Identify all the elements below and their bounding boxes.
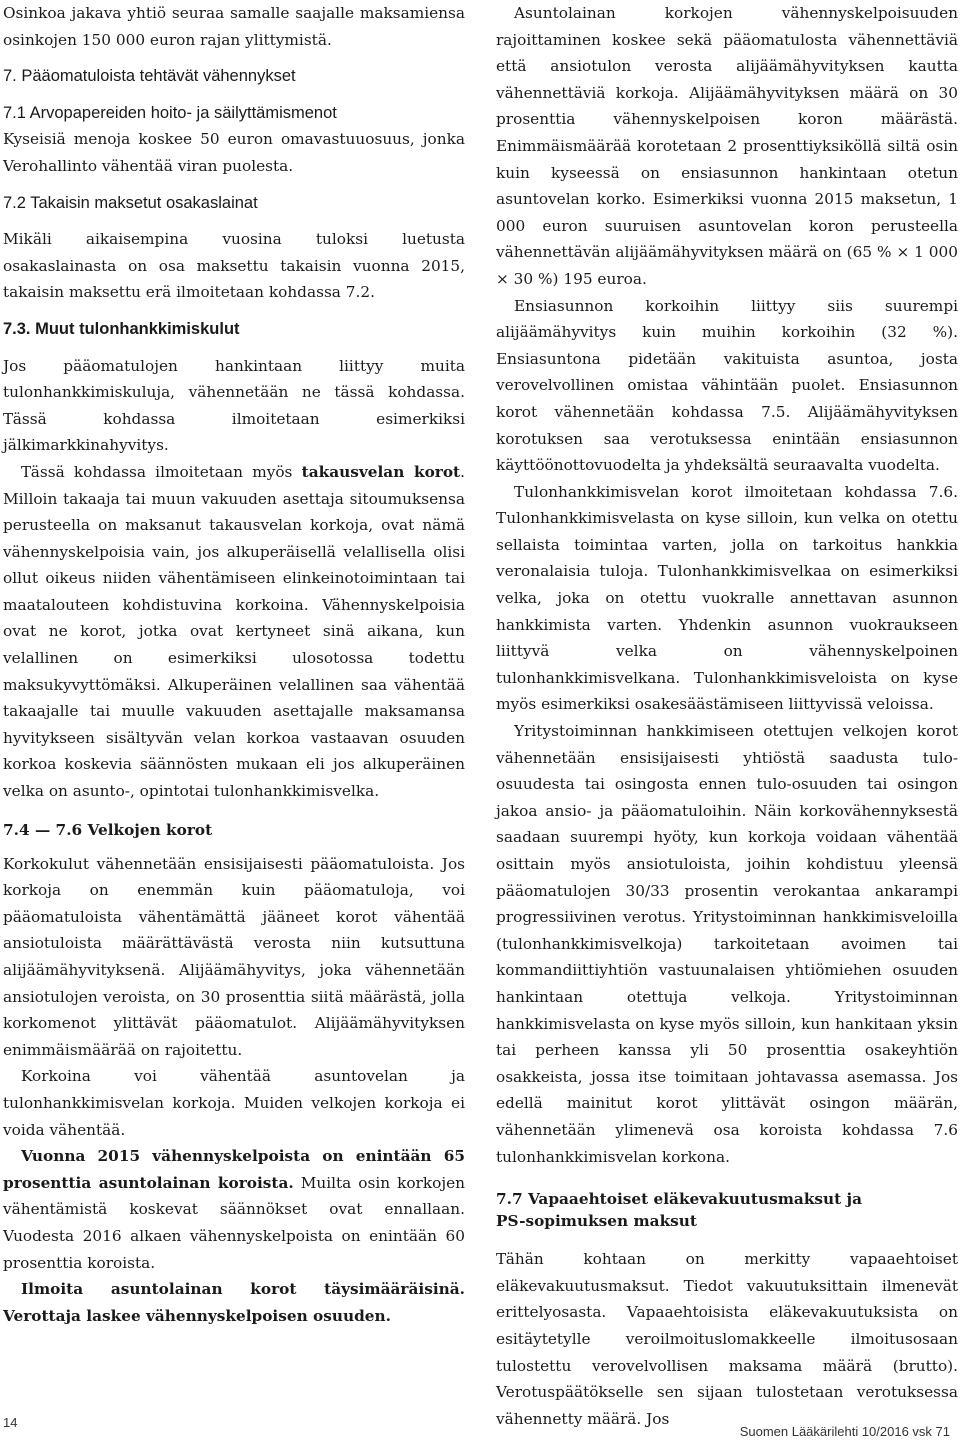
bold-statement: Vuonna 2015 vähennyskelpoista on enintään 65 prosenttia asuntolainan koroista. — [3, 1147, 465, 1192]
text-run: . Milloin takaaja tai muun vakuuden asettaja sitoumuksensa perusteella on maksanut takausvelan korkoja, ovat nämä vähennyskelpoisia vain, jos alkuperäisellä velallisella olisi ollut oikeus niiden vähentämiseen elinkeinotoimintaan tai maatalouteen kohdistuvina korkoina. Vähennyskelpoisia ovat ne korot, jotka ovat kertyneet sinä aikana, kun velallinen on esimerkiksi ulosotossa todettu maksukyvyttömäksi. Alkuperäinen velallinen saa vähentää takaajalle tai muulle vakuuden asettajalle maksamansa hyvitykseen sisältyvän velan korkoa vastaavan osuuden korkoa koskevia säännösten mukaan eli jos alkuperäinen velka on asunto-, opintotai tulonhankkimisvelka. — [3, 462, 465, 801]
section-7-2-heading: 7.2 Takaisin maksetut osakaslainat — [3, 193, 258, 212]
section-7-3-paragraph-2 — [3, 459, 465, 805]
heading-line: PS-sopimuksen maksut — [496, 1212, 697, 1231]
heading-line: 7.7 Vapaaehtoiset eläkevakuutusmaksut ja — [496, 1190, 862, 1209]
section-7-4-paragraph-4 — [3, 1276, 465, 1329]
section-7-4-paragraph: Korkokulut vähennetään ensisijaisesti pääomatuloista. Jos korkoja on enemmän kuin pääomatuloja, voi pääomatuloista vähentämättä jääneet korot vähentää ansiotuloista määrättävästä verosta niin kutsuttuna alijäämähyvityksenä. Alijäämähyvitys, joka vähennetään ansiotulojen veroista, on 30 prosenttia siitä määrästä, jolla korkomenot ylittävät pääomatulot. Alijäämähyvityksen enimmäismäärää on rajoitettu. — [3, 854, 465, 1059]
section-7-7-paragraph: Tähän kohtaan on merkitty vapaaehtoiset eläkevakuutusmaksut. Tiedot vakuutuksittain ilmenevät erittelyosasta. Vapaaehtoisista eläkevakuutuksista on esitäytetylle veroilmoituslomakkeelle ilmoitusosaan tulostettu verovelvollisen maksama määrä (brutto). Verotuspäätökselle sen sijaan tulostetaan verotuksessa vähennetty määrä. Jos — [496, 1250, 958, 1428]
right-paragraph-3: Tulonhankkimisvelan korot ilmoitetaan kohdassa 7.6. Tulonhankkimisvelasta on kyse silloin, kun velka on otettu sellaista toimintaa varten, jolla on tarkoitus hankkia veronalaisia tuloja. Tulonhankkimisvelkaa on esimerkiksi velka, joka on otettu vuokralle annettavan asunnon hankkimista varten. Yhdenkin asunnon vuokraukseen liittyvä velka on vähennyskelpoinen tulonhankkimisvelkana. Tulonhankkimisveloista on kyse myös esimerkiksi osakesäästämiseen liittyvissä veloissa. — [496, 482, 958, 714]
section-7-3-paragraph: Jos pääomatulojen hankintaan liittyy muita tulonhankkimiskuluja, vähennetään ne tässä kohdassa. Tässä kohdassa ilmoitetaan esimerkiksi jälkimarkkinahyvitys. — [3, 356, 465, 455]
page-number: 14 — [3, 1415, 18, 1430]
right-paragraph-1: Asuntolainan korkojen vähennyskelpoisuuden rajoittaminen koskee sekä pääomatulosta vähennettäviä että ansiotulon verosta alijäämähyvityksen kautta vähennettäviä korkoja. Alijäämähyvityksen määrä on 30 prosenttia vähennyskelpoisen koron määrästä. Enimmäismäärää korotetaan 2 prosenttiyksiköllä siltä osin kuin kyseessä on ensiasunnon hankintaan otetun asuntovelan korko. Esimerkiksi vuonna 2015 maksetun, 1 000 euron suuruisen asuntovelan koron perusteella vähennettävän alijäämähyvityksen määrä on (65 % × 1 000 × 30 %) 195 euroa. — [496, 4, 958, 288]
bold-instruction: Ilmoita asuntolainan korot täysimääräisinä. Verottaja laskee vähennyskelpoisen osuuden. — [3, 1280, 465, 1325]
section-7-4-heading: 7.4 — 7.6 Velkojen korot — [3, 820, 213, 839]
intro-paragraph: Osinkoa jakava yhtiö seuraa samalle saajalle maksamiensa osinkojen 150 000 euron rajan ylittymistä. — [3, 4, 465, 49]
text-run: Tässä kohdassa ilmoitetaan myös — [21, 462, 302, 481]
text-run: Muilta osin korkojen vähentämistä koskevat säännökset ovat ennallaan. Vuodesta 2016 alkaen vähennyskelpoista on enintään 60 prosenttia koroista. — [3, 1173, 465, 1272]
left-column — [3, 0, 465, 1329]
section-7-3-heading: 7.3. Muut tulonhankkimiskulut — [3, 319, 240, 338]
right-column — [496, 0, 958, 1432]
section-7-1-paragraph: Kyseisiä menoja koskee 50 euron omavastuuosuus, jonka Verohallinto vähentää viran puolesta. — [3, 130, 465, 175]
section-7-4-paragraph-3 — [3, 1143, 465, 1276]
section-7-heading: 7. Pääomatuloista tehtävät vähennykset — [3, 67, 296, 86]
section-7-4-paragraph-2: Korkoina voi vähentää asuntovelan ja tulonhankkimisvelan korkoja. Muiden velkojen korkoja ei voida vähentää. — [3, 1067, 465, 1139]
section-7-7-heading — [496, 1188, 958, 1232]
section-7-2-paragraph: Mikäli aikaisempina vuosina tuloksi luetusta osakaslainasta on osa maksettu takaisin vuonna 2015, takaisin maksettu erä ilmoitetaan kohdassa 7.2. — [3, 230, 465, 302]
journal-footer: Suomen Lääkärilehti 10/2016 vsk 71 — [739, 1424, 950, 1439]
right-paragraph-4: Yritystoiminnan hankkimiseen otettujen velkojen korot vähennetään ensisijaisesti yhtiöstä saadusta tulo-osuudesta tai osingosta ennen tulo-osuuden tai osingon jakoa ansio- ja pääomatuloihin. Näin korkovähennyksestä saadaan suurempi hyöty, kun korkoja voidaan vähentää osittain myös ansiotuloista, joihin kohdistuu yleensä pääomatulojen 30/33 prosentin verokantaa ankarampi progressiivinen verotus. Yritystoiminnan hankkimisveloilla (tulonhankkimisvelkoja) tarkoitetaan avoimen tai kommandiittiyhtiön vastuunalaisen yhtiömiehen osuuden hankintaan otettuja velkoja. Yritystoiminnan hankkimisvelasta on kyse myös silloin, kun hankitaan yksin tai perheen kanssa yli 50 prosenttia osakeyhtiön osakkeista, jossa itse toimitaan johtavassa asemassa. Jos edellä mainitut korot ylittävät osingon määrän, vähennetään ylimenevä osa koroista kohdassa 7.6 tulonhankkimisvelan korkona. — [496, 722, 958, 1166]
section-7-1-heading: 7.1 Arvopapereiden hoito- ja säilyttämismenot — [3, 103, 337, 122]
bold-term: takausvelan korot — [301, 462, 461, 481]
right-paragraph-2: Ensiasunnon korkoihin liittyy siis suurempi alijäämähyvitys kuin muihin korkoihin (32 %). Ensiasuntona pidetään vakituista asuntoa, josta verovelvollinen omistaa vähintään puolet. Ensiasunnon korot vähennetään kohdassa 7.5. Alijäämähyvityksen korotuksen saa verotuksessa enintään ensiasunnon käyttöönottovuodelta ja yhdeksältä seuraavalta vuodelta. — [496, 296, 958, 475]
